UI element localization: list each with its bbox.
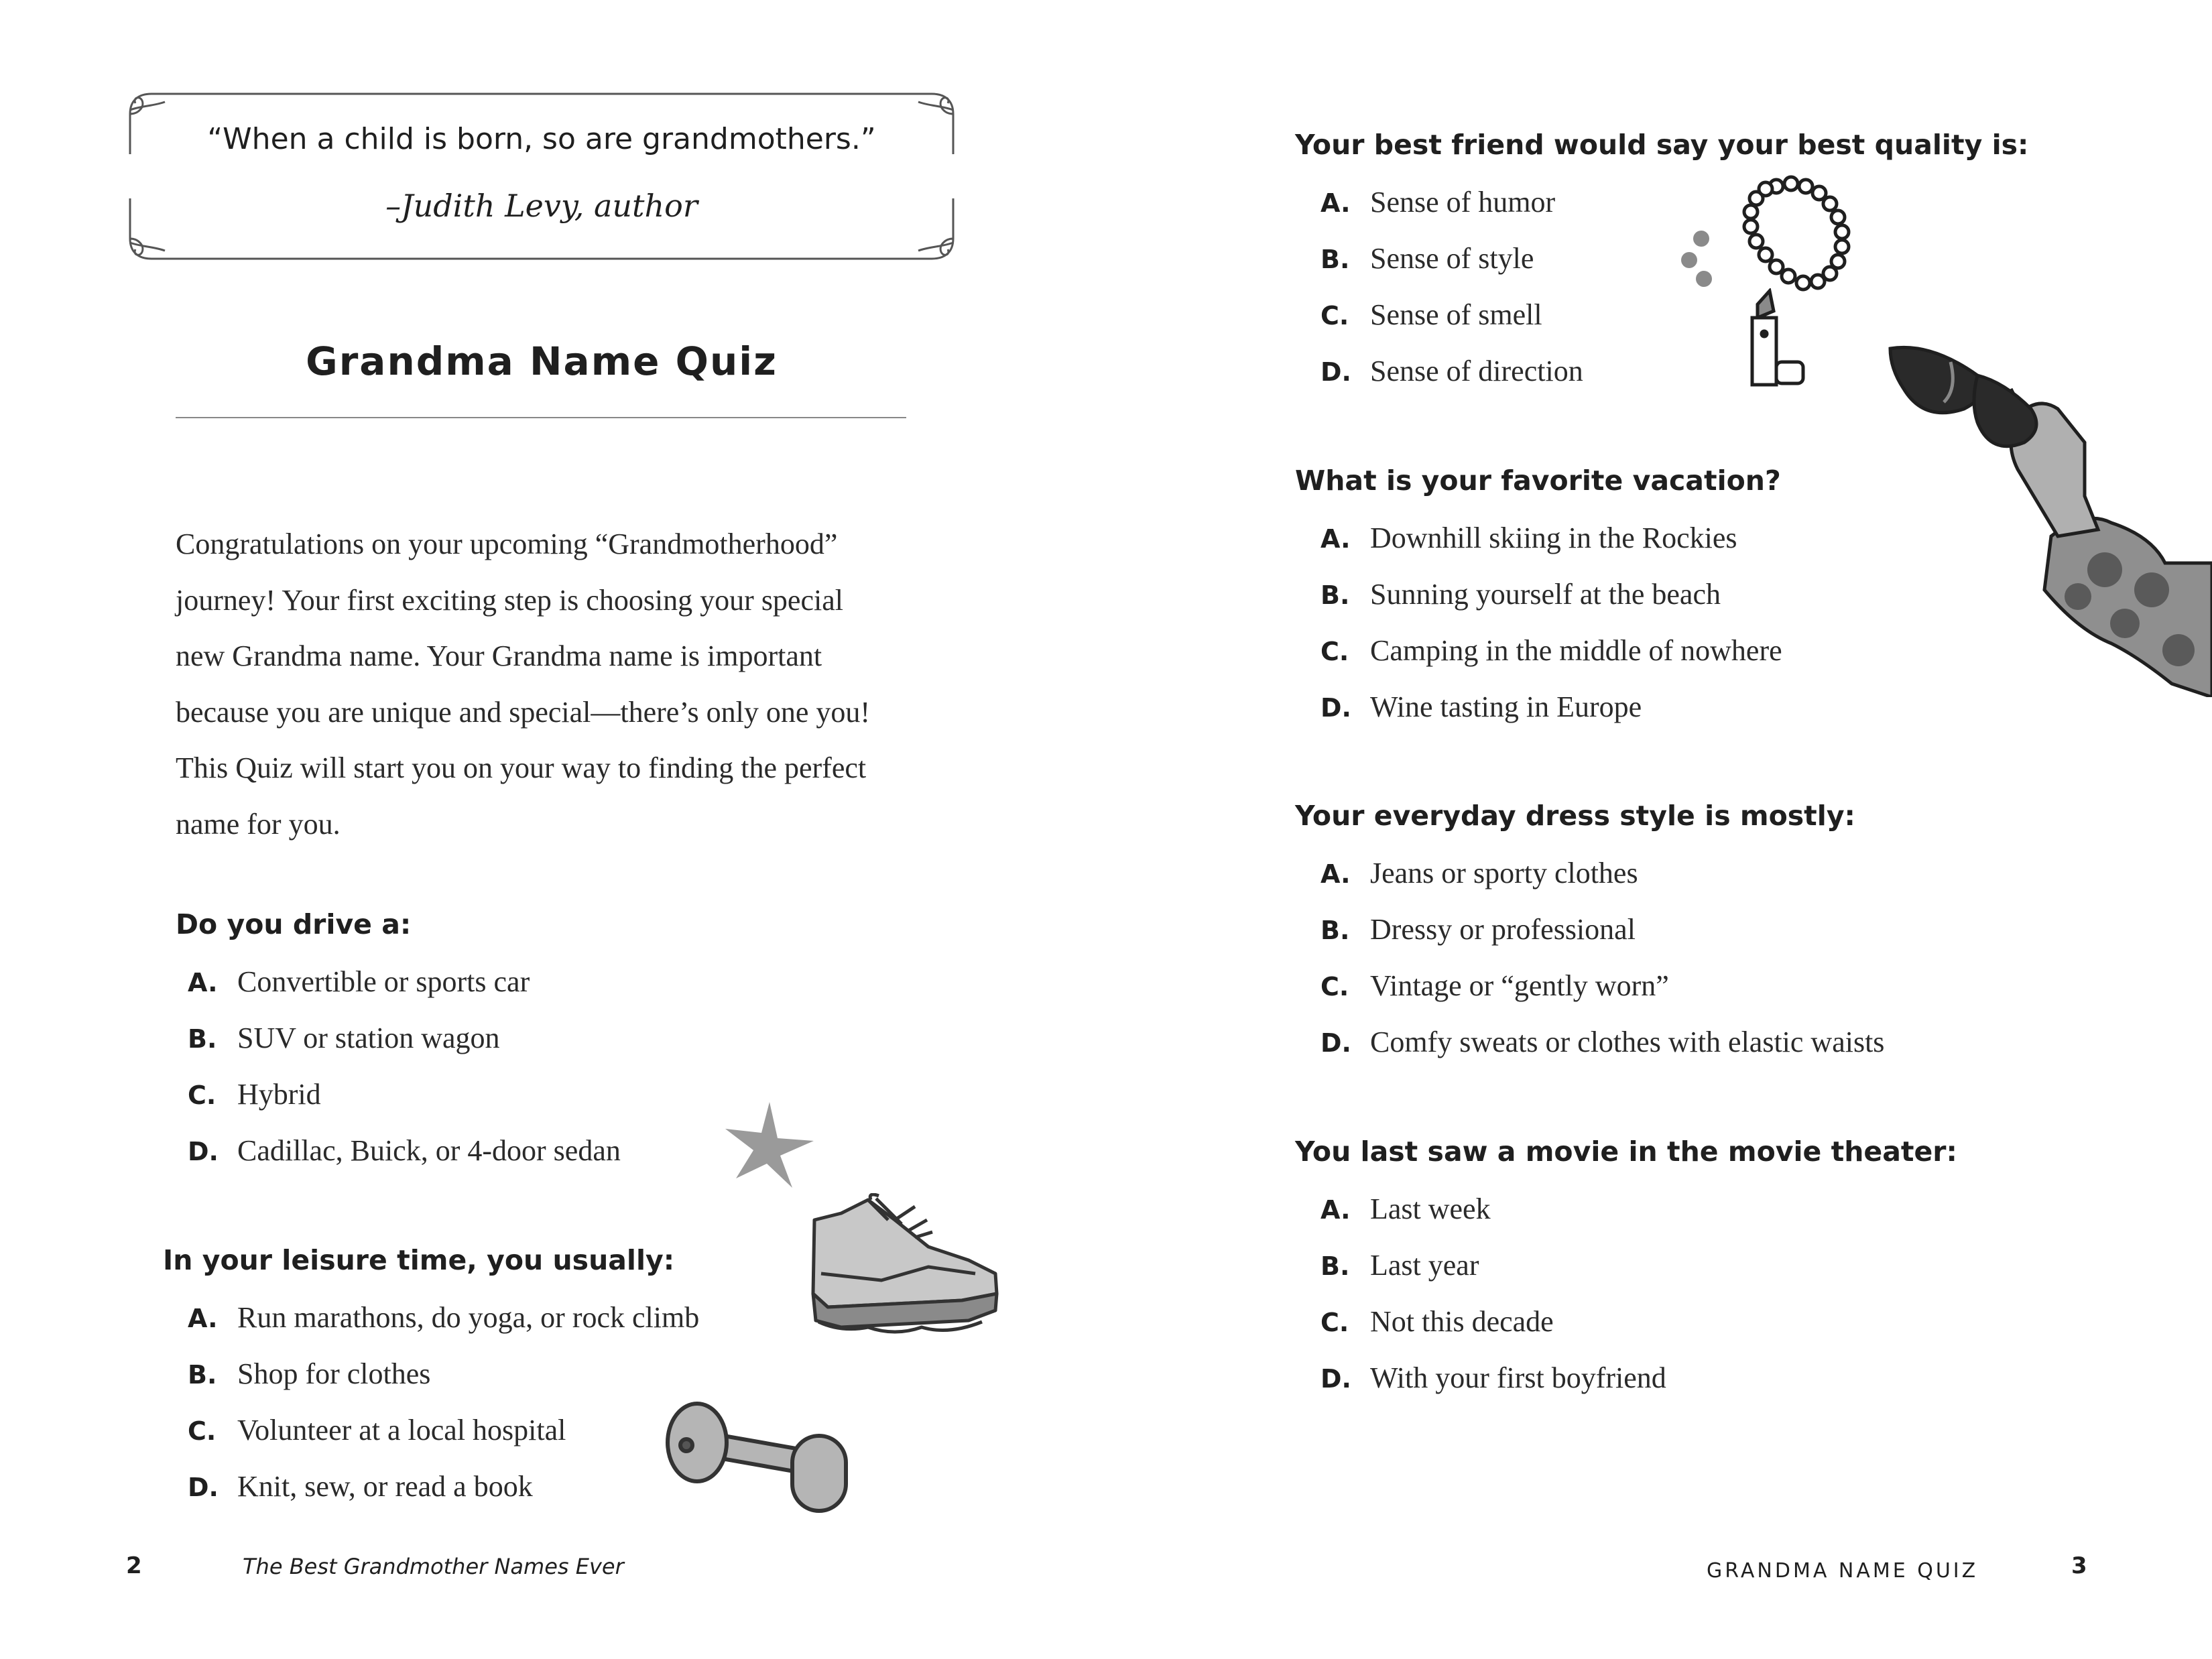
- answer-option: [1320, 679, 1782, 735]
- question-block: [163, 1244, 699, 1515]
- option-letter: C.: [1320, 637, 1349, 666]
- answer-option: [1320, 845, 1884, 902]
- option-letter: D.: [188, 1473, 219, 1502]
- answer-option: [188, 1459, 699, 1515]
- answer-option: [188, 1402, 699, 1459]
- quote-attribution: –Judith Levy, author: [385, 188, 698, 224]
- question-block: [1295, 1135, 1957, 1406]
- option-text: Hybrid: [237, 1078, 321, 1111]
- answer-option: [1320, 1014, 1884, 1070]
- answer-option: [188, 1010, 621, 1066]
- question-text: You last saw a movie in the movie theater:: [1295, 1135, 1957, 1168]
- dumbbell-icon: [664, 1401, 855, 1515]
- option-text: Run marathons, do yoga, or rock climb: [237, 1301, 700, 1334]
- option-text: Sense of style: [1370, 242, 1534, 275]
- option-text: Comfy sweats or clothes with elastic waists: [1370, 1026, 1885, 1058]
- option-letter: B.: [1320, 916, 1350, 945]
- answer-option: [1320, 566, 1782, 623]
- option-text: Knit, sew, or read a book: [237, 1470, 533, 1503]
- option-letter: B.: [188, 1024, 217, 1054]
- option-letter: C.: [188, 1416, 217, 1446]
- answer-option: [1320, 1294, 1957, 1350]
- option-text: Cadillac, Buick, or 4-door sedan: [237, 1134, 621, 1167]
- option-letter: A.: [188, 1304, 218, 1333]
- running-title-left: The Best Grandmother Names Ever: [243, 1554, 624, 1579]
- option-letter: A.: [1320, 524, 1351, 554]
- answer-option: [188, 954, 621, 1010]
- answer-option: [188, 1066, 621, 1123]
- answer-option: [1320, 1181, 1957, 1237]
- intro-line: because you are unique and special—there’s only one you!: [176, 695, 871, 729]
- option-text: With your first boyfriend: [1370, 1361, 1666, 1394]
- answer-option: [1320, 958, 1884, 1014]
- title-divider: [176, 417, 906, 418]
- running-title-right: GRANDMA NAME QUIZ: [1707, 1559, 1979, 1583]
- intro-line: new Grandma name. Your Grandma name is important: [176, 639, 822, 672]
- intro-line: journey! Your first exciting step is choosing your special: [176, 583, 843, 617]
- intro-line: This Quiz will start you on your way to finding the perfect: [176, 751, 867, 784]
- question-text: In your leisure time, you usually:: [163, 1244, 675, 1276]
- intro-line: Congratulations on your upcoming “Grandmotherhood”: [176, 528, 838, 560]
- option-text: Sense of direction: [1370, 355, 1583, 387]
- option-letter: C.: [188, 1081, 217, 1110]
- quote-text: “When a child is born, so are grandmothers.”: [207, 122, 876, 156]
- answer-option: [1320, 623, 1782, 679]
- option-text: SUV or station wagon: [237, 1022, 500, 1054]
- page-number-right: 3: [2071, 1552, 2087, 1579]
- question-block: [176, 908, 621, 1179]
- option-text: Vintage or “gently worn”: [1370, 969, 1669, 1002]
- option-text: Volunteer at a local hospital: [237, 1414, 566, 1447]
- answer-option: [1320, 902, 1884, 958]
- option-letter: D.: [1320, 1364, 1351, 1394]
- option-letter: B.: [1320, 580, 1350, 610]
- option-text: Camping in the middle of nowhere: [1370, 634, 1782, 667]
- option-text: Not this decade: [1370, 1305, 1554, 1338]
- lipstick-icon: [1743, 288, 1817, 389]
- question-text: What is your favorite vacation?: [1295, 465, 1781, 497]
- option-letter: D.: [1320, 1028, 1351, 1058]
- option-text: Sense of smell: [1370, 298, 1542, 331]
- option-text: Jeans or sporty clothes: [1370, 857, 1638, 889]
- option-text: Convertible or sports car: [237, 965, 530, 998]
- page-title: Grandma Name Quiz: [306, 339, 778, 384]
- answer-option: [1320, 510, 1782, 566]
- option-text: Dressy or professional: [1370, 913, 1636, 946]
- question-block: [1295, 800, 1884, 1070]
- option-letter: A.: [188, 968, 218, 997]
- option-text: Wine tasting in Europe: [1370, 690, 1642, 723]
- answer-option: [1320, 1237, 1957, 1294]
- option-letter: D.: [1320, 693, 1351, 723]
- option-letter: C.: [1320, 1308, 1349, 1337]
- option-letter: B.: [188, 1360, 217, 1390]
- option-text: Downhill skiing in the Rockies: [1370, 521, 1737, 554]
- page-number-left: 2: [126, 1552, 142, 1579]
- star-icon: [723, 1099, 816, 1193]
- sunglasses-hand-icon: [1884, 335, 2212, 697]
- answer-option: [188, 1290, 699, 1346]
- intro-paragraph: [176, 516, 926, 852]
- option-text: Last week: [1370, 1192, 1491, 1225]
- question-text: Do you drive a:: [176, 908, 412, 940]
- option-letter: B.: [1320, 1251, 1350, 1281]
- question-text: Your best friend would say your best quality is:: [1295, 129, 2029, 161]
- ornamental-frame-icon: [125, 87, 959, 265]
- question-text: Your everyday dress style is mostly:: [1295, 800, 1855, 832]
- option-letter: C.: [1320, 972, 1349, 1001]
- option-letter: A.: [1320, 1195, 1351, 1225]
- sneaker-icon: [801, 1193, 1002, 1347]
- option-text: Sense of humor: [1370, 186, 1556, 219]
- intro-line: name for you.: [176, 807, 341, 841]
- option-text: Sunning yourself at the beach: [1370, 578, 1721, 611]
- option-letter: D.: [1320, 357, 1351, 387]
- answer-option: [1320, 1350, 1957, 1406]
- option-text: Shop for clothes: [237, 1357, 431, 1390]
- option-letter: D.: [188, 1137, 219, 1166]
- option-letter: C.: [1320, 301, 1349, 330]
- option-letter: A.: [1320, 859, 1351, 889]
- question-block: [1295, 465, 1782, 735]
- quote-box: [125, 87, 959, 265]
- option-letter: B.: [1320, 245, 1350, 274]
- answer-option: [188, 1123, 621, 1179]
- option-letter: A.: [1320, 188, 1351, 218]
- option-text: Last year: [1370, 1249, 1479, 1282]
- answer-option: [188, 1346, 699, 1402]
